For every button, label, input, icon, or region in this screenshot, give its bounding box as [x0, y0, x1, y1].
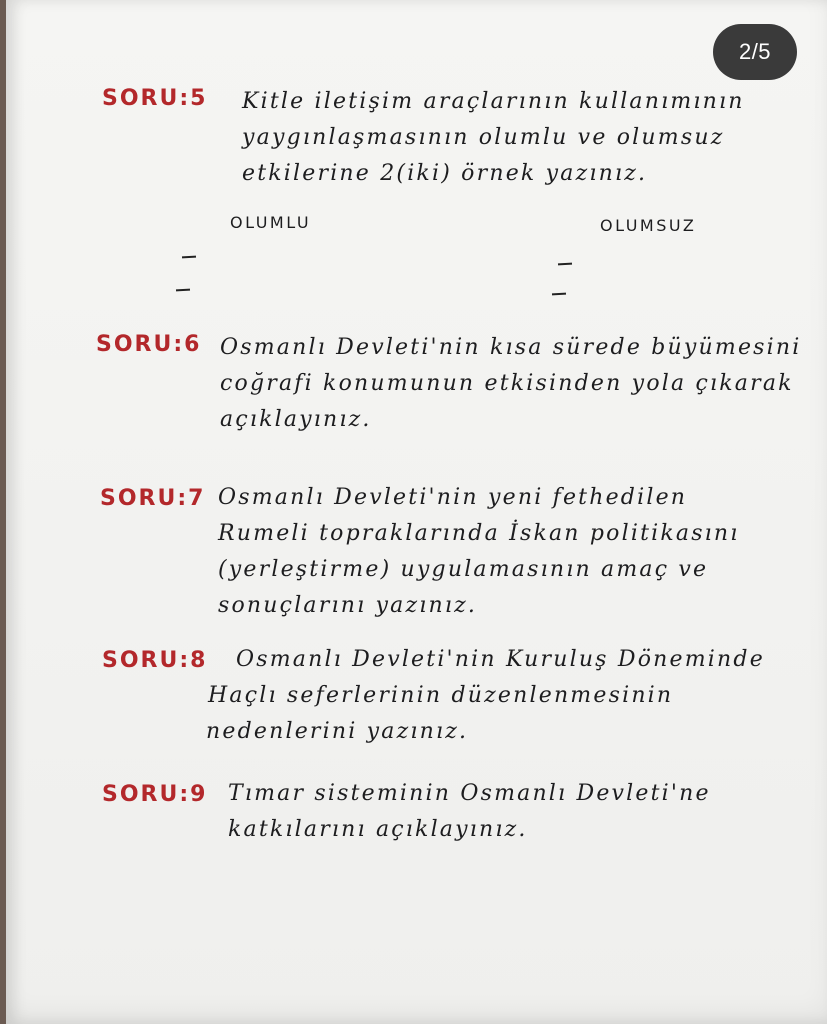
page-indicator-badge: 2/5 [713, 24, 797, 80]
question-9-line-1: Tımar sisteminin Osmanlı Devleti'ne [228, 781, 711, 806]
question-9-label: SORU:9 [102, 782, 208, 807]
answer-dash [552, 293, 566, 296]
worksheet-paper [6, 0, 827, 1024]
question-7-line-2: Rumeli topraklarında İskan politikasını [218, 521, 740, 546]
question-5-label: SORU:5 [102, 86, 208, 111]
question-5-text [242, 84, 745, 192]
question-8-line-1: Osmanlı Devleti'nin Kuruluş Döneminde [236, 647, 765, 672]
question-7-line-4: sonuçlarını yazınız. [218, 593, 478, 618]
question-8-line-2: Haçlı seferlerinin düzenlenmesinin [208, 683, 674, 708]
question-7-label: SORU:7 [100, 486, 206, 511]
column-heading-negative: OLUMSUZ [600, 216, 697, 235]
question-8-label: SORU:8 [102, 648, 208, 673]
question-5-line-3: etkilerine 2(iki) örnek yazınız. [242, 161, 648, 186]
question-7-line-1: Osmanlı Devleti'nin yeni fethedilen [218, 485, 688, 510]
question-5-line-2: yaygınlaşmasının olumlu ve olumsuz [242, 125, 725, 150]
question-8-line-3: nedenlerini yazınız. [206, 719, 469, 744]
question-6-line-2: coğrafi konumunun etkisinden yola çıkarak [220, 371, 794, 396]
question-5-line-1: Kitle iletişim araçlarının kullanımının [242, 89, 745, 114]
question-7-line-3: (yerleştirme) uygulamasının amaç ve [218, 557, 709, 582]
answer-dash [176, 289, 190, 292]
answer-dash [558, 263, 572, 266]
question-9-line-2: katkılarını açıklayınız. [228, 817, 528, 842]
question-8-text [206, 642, 765, 750]
question-6-line-3: açıklayınız. [220, 407, 372, 432]
question-6-label: SORU:6 [96, 332, 202, 357]
question-6-line-1: Osmanlı Devleti'nin kısa sürede büyümesini [220, 335, 802, 360]
question-7-text [218, 480, 740, 624]
column-heading-positive: OLUMLU [230, 213, 312, 232]
question-9-text [228, 776, 711, 848]
answer-dash [182, 256, 196, 259]
question-6-text [220, 330, 802, 438]
